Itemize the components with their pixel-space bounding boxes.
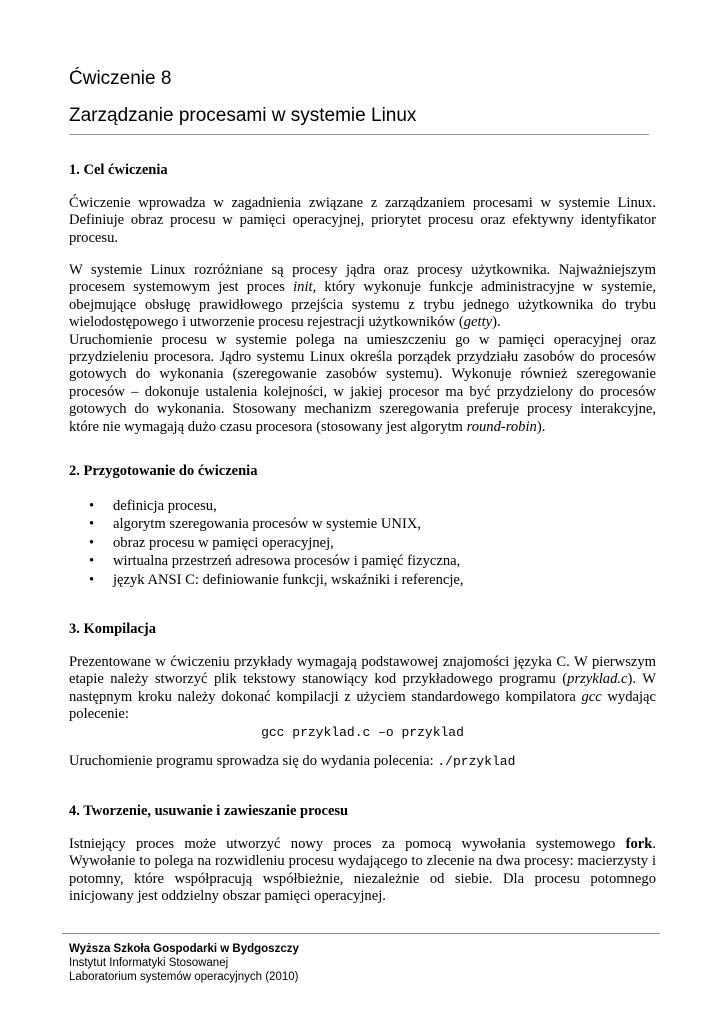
text-line: inicjowany jest oddzielny obszar pamięci operacyjnej. <box>69 888 386 905</box>
section-1-heading: 1. Cel ćwiczenia <box>69 162 168 178</box>
list-item: • język ANSI C: definiowanie funkcji, wskaźniki i referencje, <box>89 571 464 588</box>
bullet-icon: • <box>89 534 95 551</box>
init-term: init <box>293 279 313 296</box>
text-line: gotowych do wykonania. Stosowany mechanizm szeregowania preferuje procesy interakcyjne, <box>69 401 656 418</box>
run-command: ./przyklad <box>437 754 516 769</box>
text-line: przydzieleniu procesora. Jądro systemu Linux określa porządek przydziału zasobów do procesów <box>69 349 656 366</box>
text-line: gotowych do wykonania (szeregowanie zasobów systemu). Wykonuje również szeregowanie <box>69 366 656 383</box>
bullet-icon: • <box>89 571 95 588</box>
footer <box>69 942 299 984</box>
text-line: procesów – dokonuje ustalenia kolejności, w jakiej procesor ma być przydzielony do procesów <box>69 383 656 400</box>
section-3-heading: 3. Kompilacja <box>69 621 156 637</box>
text-line: Ćwiczenie wprowadza w zagadnienia związane z zarządzaniem procesami w systemie Linux. <box>69 195 656 211</box>
text-line: obejmujące obsługę prawidłowego przejścia systemu z trybu jednego użytkownika do trybu <box>69 296 656 313</box>
exercise-title: Ćwiczenie 8 <box>69 68 172 89</box>
section-4-paragraph <box>69 836 656 906</box>
footer-school: Wyższa Szkoła Gospodarki w Bydgoszczy <box>69 943 299 955</box>
compile-command: gcc przyklad.c –o przyklad <box>261 724 464 740</box>
text-line: potomny, które współpracują współbieżnie, niezależnie od siebie. Dla procesu potomnego <box>69 870 656 887</box>
footer-divider <box>62 933 660 934</box>
getty-term: getty <box>463 314 493 331</box>
section-4-heading: 4. Tworzenie, usuwanie i zawieszanie procesu <box>69 803 349 819</box>
preparation-list <box>69 497 464 589</box>
bullet-icon: • <box>89 553 95 570</box>
text-line: procesem systemowym jest proces init, który wykonuje funkcje administracyjne w systemie, <box>69 279 656 296</box>
bullet-icon: • <box>89 498 95 514</box>
exercise-subtitle: Zarządzanie procesami w systemie Linux <box>69 105 417 126</box>
bullet-icon: • <box>89 516 95 533</box>
footer-lab: Laboratorium systemów operacyjnych (2010) <box>69 971 299 983</box>
text-line: Uruchomienie programu sprowadza się do wydania polecenia: ./przyklad <box>69 753 516 769</box>
text-line: które nie wymagają dużo czasu procesora (stosowany jest algorytm round-robin). <box>69 418 546 435</box>
round-robin-term: round-robin <box>466 418 537 435</box>
text-line: Uruchomienie procesu w systemie polega na umieszczeniu go w pamięci operacyjnej oraz <box>69 331 656 348</box>
footer-institute: Instytut Informatyki Stosowanej <box>69 957 229 969</box>
text-line: Definiuje obraz procesu w pamięci operacyjnej, priorytet procesu oraz efektywny identyfikator <box>69 212 656 229</box>
section-3-paragraph <box>69 654 656 741</box>
section-1-paragraph-2 <box>69 262 656 436</box>
text-line: W systemie Linux rozróżniane są procesy jądra oraz procesy użytkownika. Najważniejszym <box>69 262 656 278</box>
text-line: Istniejący proces może utworzyć nowy proces za pomocą wywołania systemowego fork. <box>69 836 656 852</box>
filename-term: przyklad.c <box>567 671 628 688</box>
text-line: polecenie: <box>69 706 129 723</box>
gcc-term: gcc <box>581 688 602 705</box>
text-line: procesu. <box>69 229 119 246</box>
header-divider <box>69 134 649 135</box>
list-item: • wirtualna przestrzeń adresowa procesów i pamięć fizyczna, <box>89 553 461 570</box>
text-line: Prezentowane w ćwiczeniu przykłady wymagają podstawowej znajomości języka C. W pierwszym <box>69 654 656 670</box>
text-line: wielodostępowego i utworzenie procesu rejestracji użytkowników (getty). <box>69 314 501 331</box>
list-item: • algorytm szeregowania procesów w systemie UNIX, <box>89 516 422 533</box>
text-line: następnym kroku należy dokonać kompilacji z użyciem standardowego kompilatora gcc wydając <box>69 688 656 705</box>
text-line: etapie należy stworzyć plik tekstowy stanowiący kod przykładowego programu (przyklad.c). W <box>69 671 656 688</box>
text-line: Wywołanie to polega na rozwidleniu procesu wydającego to zlecenie na dwa procesy: macierzysty i <box>69 853 656 870</box>
list-item: • definicja procesu, <box>89 498 217 514</box>
fork-term: fork <box>625 836 653 852</box>
section-2-heading: 2. Przygotowanie do ćwiczenia <box>69 463 258 479</box>
list-item: • obraz procesu w pamięci operacyjnej, <box>89 534 334 551</box>
run-instruction <box>69 753 656 770</box>
section-1-paragraph-1 <box>69 195 656 247</box>
